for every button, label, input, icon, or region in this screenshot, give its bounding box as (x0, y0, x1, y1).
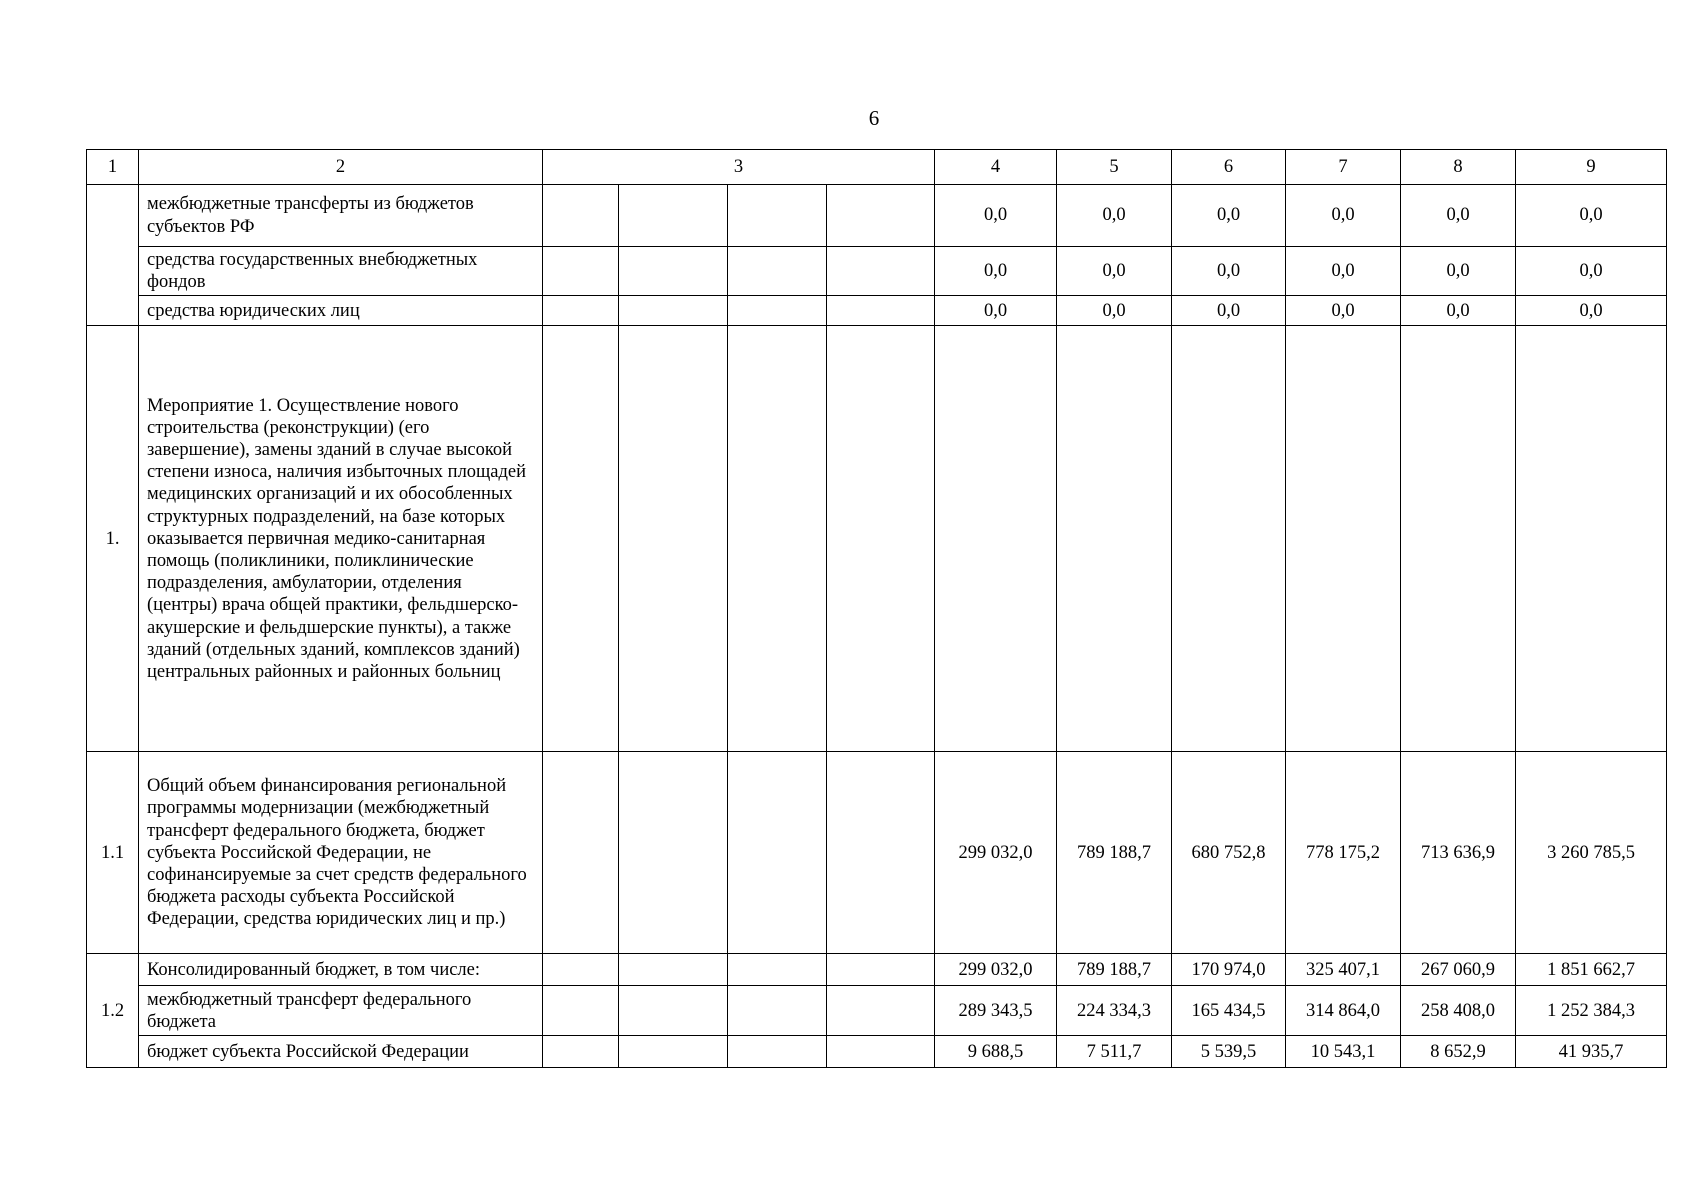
row-number-cell: 1. (87, 326, 139, 752)
col-header-2: 2 (139, 150, 543, 185)
row-description: средства государственных внебюджетных фондов (139, 247, 543, 296)
value-cell: 325 407,1 (1286, 954, 1401, 986)
row-description: средства юридических лиц (139, 296, 543, 326)
value-cell: 0,0 (1516, 247, 1667, 296)
column-number-row (87, 150, 1667, 185)
row-description: Консолидированный бюджет, в том числе: (139, 954, 543, 986)
value-cell: 0,0 (1057, 185, 1172, 247)
value-cell: 0,0 (935, 247, 1057, 296)
value-cell: 314 864,0 (1286, 986, 1401, 1036)
row-description: Мероприятие 1. Осуществление нового строительства (реконструкции) (его завершение), замены зданий в случае высокой степени износа, наличия избыточных площадей медицинских организаций и их обособленных структурных подразделений, на базе которых оказывается первичная медико-санитарная помощь (поликлиники, поликлинические подразделения, амбулатории, отделения (центры) врача общей практики, фельдшерско-акушерские и фельдшерские пункты), а также зданий (отдельных зданий, комплексов зданий) центральных районных и районных больниц (139, 326, 543, 752)
row-description: межбюджетный трансферт федерального бюджета (139, 986, 543, 1036)
value-cell: 10 543,1 (1286, 1036, 1401, 1068)
col-header-9: 9 (1516, 150, 1667, 185)
value-cell: 9 688,5 (935, 1036, 1057, 1068)
col-header-6: 6 (1172, 150, 1286, 185)
value-cell: 713 636,9 (1401, 752, 1516, 954)
value-cell: 0,0 (1172, 247, 1286, 296)
value-cell: 8 652,9 (1401, 1036, 1516, 1068)
value-cell: 1 252 384,3 (1516, 986, 1667, 1036)
value-cell: 7 511,7 (1057, 1036, 1172, 1068)
value-cell: 5 539,5 (1172, 1036, 1286, 1068)
table-row (87, 326, 1667, 752)
col-header-7: 7 (1286, 150, 1401, 185)
value-cell: 3 260 785,5 (1516, 752, 1667, 954)
table-row (87, 185, 1667, 247)
col-header-4: 4 (935, 150, 1057, 185)
value-cell: 299 032,0 (935, 954, 1057, 986)
value-cell: 258 408,0 (1401, 986, 1516, 1036)
row-number-cell (87, 185, 139, 326)
program-financing-table (86, 149, 1667, 1068)
row-description: межбюджетные трансферты из бюджетов субъектов РФ (139, 185, 543, 247)
value-cell: 299 032,0 (935, 752, 1057, 954)
value-cell: 680 752,8 (1172, 752, 1286, 954)
value-cell: 0,0 (1516, 185, 1667, 247)
value-cell: 0,0 (1401, 185, 1516, 247)
table-row (87, 954, 1667, 986)
value-cell: 0,0 (1172, 185, 1286, 247)
value-cell: 0,0 (1172, 296, 1286, 326)
value-cell: 41 935,7 (1516, 1036, 1667, 1068)
value-cell: 0,0 (1286, 247, 1401, 296)
table-row (87, 986, 1667, 1036)
col-header-1: 1 (87, 150, 139, 185)
value-cell: 0,0 (935, 296, 1057, 326)
table-row (87, 1036, 1667, 1068)
row-number-cell: 1.1 (87, 752, 139, 954)
value-cell: 0,0 (1286, 296, 1401, 326)
value-cell: 789 188,7 (1057, 752, 1172, 954)
value-cell: 0,0 (1057, 296, 1172, 326)
value-cell: 224 334,3 (1057, 986, 1172, 1036)
value-cell: 0,0 (1057, 247, 1172, 296)
page-number: 6 (868, 106, 880, 130)
row-number-cell: 1.2 (87, 954, 139, 1068)
row-description: Общий объем финансирования региональной программы модернизации (межбюджетный трансферт федерального бюджета, бюджет субъекта Российской Федерации, не софинансируемые за счет средств федерального бюджета расходы субъекта Российской Федерации, средства юридических лиц и пр.) (139, 752, 543, 954)
value-cell: 289 343,5 (935, 986, 1057, 1036)
value-cell: 789 188,7 (1057, 954, 1172, 986)
value-cell: 1 851 662,7 (1516, 954, 1667, 986)
value-cell: 0,0 (935, 185, 1057, 247)
value-cell: 267 060,9 (1401, 954, 1516, 986)
value-cell: 0,0 (1286, 185, 1401, 247)
table-row (87, 296, 1667, 326)
col-header-8: 8 (1401, 150, 1516, 185)
value-cell: 170 974,0 (1172, 954, 1286, 986)
value-cell: 0,0 (1401, 296, 1516, 326)
value-cell: 0,0 (1401, 247, 1516, 296)
value-cell: 0,0 (1516, 296, 1667, 326)
table-row (87, 752, 1667, 954)
row-description: бюджет субъекта Российской Федерации (139, 1036, 543, 1068)
col-header-3: 3 (543, 150, 935, 185)
table-row (87, 247, 1667, 296)
col-header-5: 5 (1057, 150, 1172, 185)
value-cell: 165 434,5 (1172, 986, 1286, 1036)
value-cell: 778 175,2 (1286, 752, 1401, 954)
